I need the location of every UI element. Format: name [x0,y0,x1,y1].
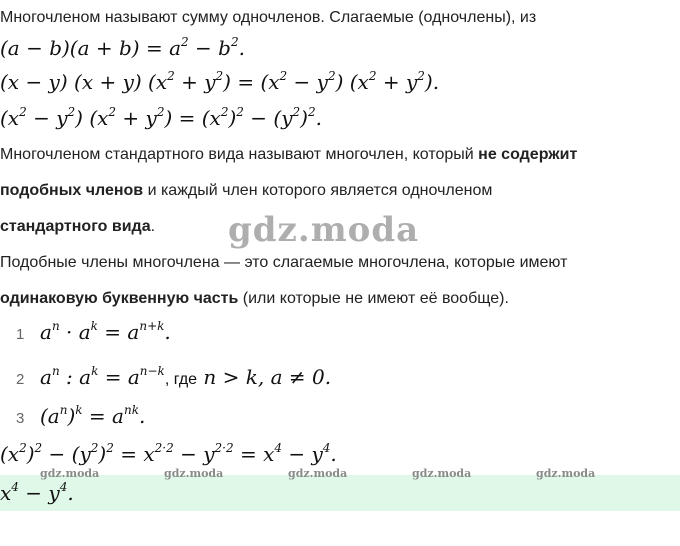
formula-result: $(x^2)^2 - (y^2)^2 = x^{2\cdot 2} - y^{2\cdot 2} = x^4 - y^4$. [0,441,337,466]
answer-formula: $x^4 - y^4$. [0,480,74,505]
rule-number: 2 [16,371,25,388]
rule-2-where: , где [164,371,198,388]
rule-3: 3 $(a^n)^k = a^{nk}$. [0,404,145,428]
formula-product-expansion: (x − y) (x + y) $(x^2 + y^2) = (x^2 - y^2) (x^2 + y^2)$. [0,69,440,94]
standard-form-definition-line-1: Многочленом стандартного вида называют многочлен, который не содержит [0,146,578,163]
standard-form-definition-line-2: подобных членов и каждый член которого является одночленом [0,182,493,199]
watermark-small: gdz.moda [40,467,100,480]
watermark-small: gdz.moda [288,467,348,480]
watermark-small: gdz.moda [412,467,472,480]
answer-highlight [0,475,680,511]
similar-terms-definition-line-1: Подобные члены многочлена — это слагаемые многочлена, которые имеют [0,254,568,271]
rule-2: 2 $a^n$ : $a^k = a^{n-k}$, где n > k, a ≠ 0. [0,365,331,389]
watermark-small: gdz.moda [536,467,596,480]
formula-squared-terms: $(x^2 - y^2) (x^2 + y^2) = (x^2)^2 - (y^2)^2$. [0,105,322,130]
standard-form-definition-line-3: стандартного вида. [0,218,156,235]
rule-1: 1 $a^n \cdot a^k = a^{n+k}$. [0,320,171,344]
intro-text: Многочленом называют сумму одночленов. Слагаемые (одночлены), из [0,9,537,26]
rule-number: 3 [16,410,25,427]
formula-difference-of-squares: $(a - b)(a + b) = a^2 - b^2$. [0,35,245,60]
watermark-small: gdz.moda [164,467,224,480]
watermark-logo: gdz.moda [228,210,420,250]
rule-number: 1 [16,326,25,343]
similar-terms-definition-line-2: одинаковую буквенную часть (или которые не имеют её вообще). [0,290,509,307]
